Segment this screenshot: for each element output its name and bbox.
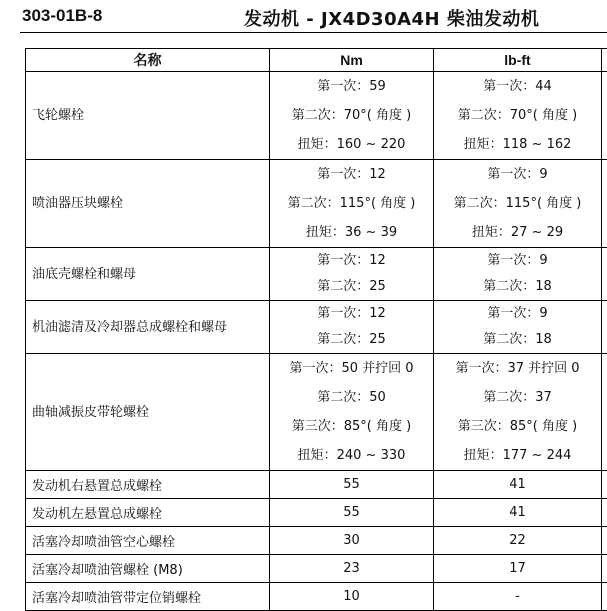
column-header-extra [602, 49, 607, 72]
nm-step: 第一次：12 [270, 248, 433, 274]
part-name: 活塞冷却喷油管空心螺栓 [26, 527, 270, 555]
lbft-step: 第二次：70°( 角度 ) [434, 101, 601, 130]
lbft-step: 第一次：9 [434, 301, 601, 327]
part-name: 发动机右悬置总成螺栓 [26, 471, 270, 499]
lbft-value: - [434, 583, 602, 611]
section-code: 303-01B-8 [22, 6, 102, 26]
nm-step: 第二次：25 [270, 274, 433, 300]
table-row [26, 301, 607, 354]
nm-step: 第一次：59 [270, 72, 433, 101]
part-name: 机油滤清及冷却器总成螺栓和螺母 [26, 301, 270, 354]
lbft-step: 第一次：44 [434, 72, 601, 101]
nm-value-cell [270, 160, 434, 248]
nm-step: 扭矩：160 ~ 220 [270, 130, 433, 159]
part-name: 发动机左悬置总成螺栓 [26, 499, 270, 527]
nm-step: 扭矩：36 ~ 39 [270, 218, 433, 247]
nm-value-cell [270, 354, 434, 471]
extra-cell [602, 72, 607, 160]
lbft-step: 第一次：9 [434, 160, 601, 189]
nm-value-cell [270, 301, 434, 354]
part-name: 油底壳螺栓和螺母 [26, 248, 270, 301]
extra-cell [602, 471, 607, 499]
lbft-value-cell [434, 354, 602, 471]
nm-value-cell [270, 248, 434, 301]
nm-step: 第二次：50 [270, 383, 433, 412]
table-row [26, 354, 607, 471]
nm-value: 10 [270, 583, 434, 611]
part-name: 喷油器压块螺栓 [26, 160, 270, 248]
lbft-value: 22 [434, 527, 602, 555]
part-name: 飞轮螺栓 [26, 72, 270, 160]
extra-cell [602, 527, 607, 555]
extra-cell [602, 301, 607, 354]
lbft-value-cell [434, 160, 602, 248]
table-header-row [26, 49, 607, 72]
lbft-step: 扭矩：177 ~ 244 [434, 441, 601, 470]
lbft-value-cell [434, 248, 602, 301]
nm-value: 55 [270, 471, 434, 499]
lbft-value: 17 [434, 555, 602, 583]
extra-cell [602, 160, 607, 248]
torque-spec-table [25, 48, 607, 611]
nm-step: 第二次：25 [270, 327, 433, 353]
lbft-value-cell [434, 72, 602, 160]
nm-step: 第三次：85°( 角度 ) [270, 412, 433, 441]
extra-cell [602, 583, 607, 611]
nm-value-cell [270, 72, 434, 160]
nm-step: 第一次：12 [270, 160, 433, 189]
part-name: 活塞冷却喷油管带定位销螺栓 [26, 583, 270, 611]
lbft-value: 41 [434, 499, 602, 527]
lbft-value-cell [434, 301, 602, 354]
lbft-step: 扭矩：27 ~ 29 [434, 218, 601, 247]
part-name: 曲轴减振皮带轮螺栓 [26, 354, 270, 471]
lbft-value: 41 [434, 471, 602, 499]
nm-step: 第一次：50 并拧回 0 [270, 354, 433, 383]
table-row [26, 160, 607, 248]
page-title: 发动机 - JX4D30A4H 柴油发动机 [244, 5, 539, 31]
table-row [26, 248, 607, 301]
column-header-name: 名称 [26, 49, 270, 72]
table-row [26, 583, 607, 611]
nm-step: 第一次：12 [270, 301, 433, 327]
table-row [26, 72, 607, 160]
lbft-step: 第二次：37 [434, 383, 601, 412]
extra-cell [602, 248, 607, 301]
extra-cell [602, 354, 607, 471]
header-rule [20, 32, 607, 33]
table-row [26, 527, 607, 555]
extra-cell [602, 499, 607, 527]
table-row [26, 555, 607, 583]
nm-step: 扭矩：240 ~ 330 [270, 441, 433, 470]
lbft-step: 第二次：115°( 角度 ) [434, 189, 601, 218]
lbft-step: 第一次：37 并拧回 0 [434, 354, 601, 383]
table-row [26, 471, 607, 499]
extra-cell [602, 555, 607, 583]
nm-step: 第二次：70°( 角度 ) [270, 101, 433, 130]
part-name: 活塞冷却喷油管螺栓 (M8) [26, 555, 270, 583]
nm-step: 第二次：115°( 角度 ) [270, 189, 433, 218]
nm-value: 55 [270, 499, 434, 527]
lbft-step: 第二次：18 [434, 327, 601, 353]
table-row [26, 499, 607, 527]
column-header-nm: Nm [270, 49, 434, 72]
lbft-step: 第三次：85°( 角度 ) [434, 412, 601, 441]
lbft-step: 第二次：18 [434, 274, 601, 300]
nm-value: 23 [270, 555, 434, 583]
nm-value: 30 [270, 527, 434, 555]
column-header-lbft: lb-ft [434, 49, 602, 72]
lbft-step: 第一次：9 [434, 248, 601, 274]
lbft-step: 扭矩：118 ~ 162 [434, 130, 601, 159]
